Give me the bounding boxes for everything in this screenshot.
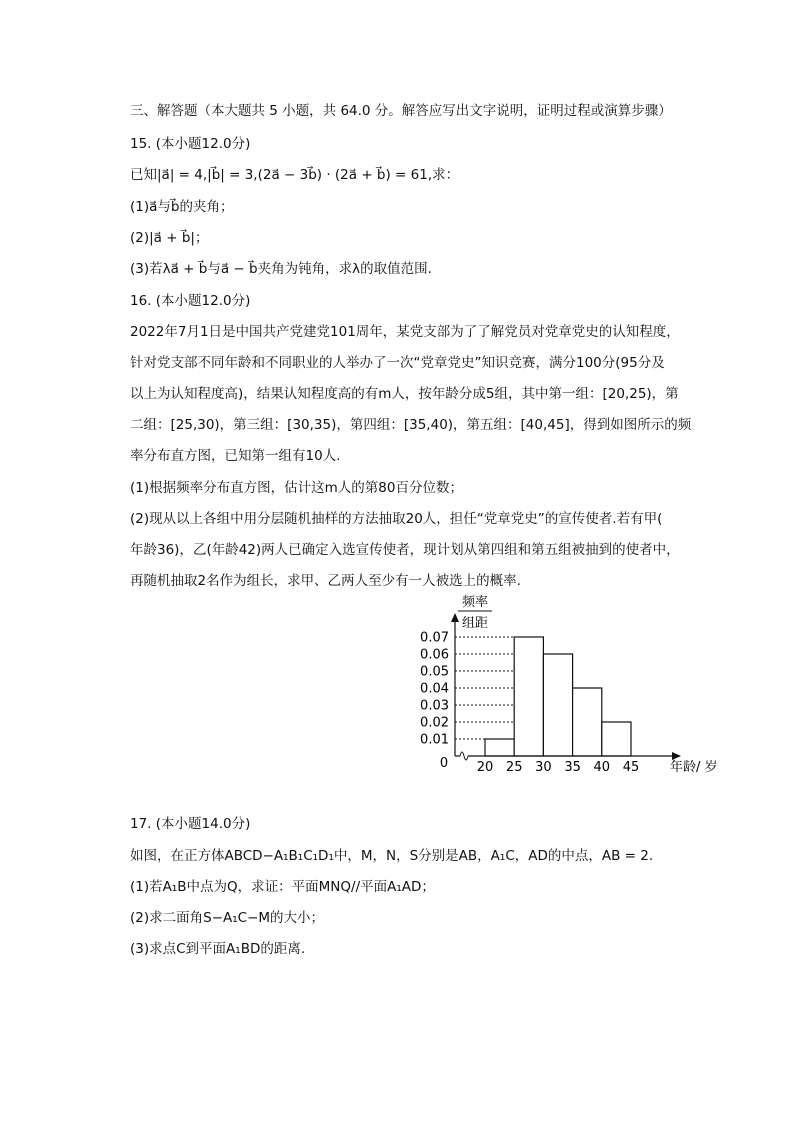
q17-part-1: (1)若A₁B中点为Q，求证：平面MNQ//平面A₁AD；	[130, 879, 435, 895]
ylabel-bottom: 组距	[461, 616, 489, 631]
q17-part-3: (3)求点C到平面A₁BD的距离.	[130, 941, 306, 957]
y-tick-label: 0.07	[420, 630, 449, 646]
y-tick-label: 0.04	[420, 681, 449, 697]
histogram-bar	[514, 637, 543, 756]
x-axis-arrow	[672, 752, 681, 760]
y-tick-label: 0.06	[420, 647, 449, 663]
q15-part-2: (2)|a⃗ + b⃗|；	[130, 230, 209, 246]
histogram-bar	[602, 722, 631, 756]
origin-label: 0	[439, 756, 449, 771]
q16-line-9: 再随机抽取2名作为组长，求甲、乙两人至少有一人被选上的概率.	[130, 573, 521, 589]
q15-title: 15. (本小题12.0分)	[130, 136, 251, 152]
xlabel: 年龄/ 岁	[670, 760, 718, 775]
histogram-bar	[543, 654, 572, 756]
q16-line-4: 二组：[25,30)，第三组：[30,35)，第四组：[35,40)，第五组：[40,45]，得到如图所示的频	[130, 417, 692, 433]
section-header: 三、解答题（本大题共 5 小题，共 64.0 分。解答应写出文字说明，证明过程或演算步骤）	[130, 103, 672, 119]
q16-line-8: 年龄36)，乙(年龄42)两人已确定入选宣传使者，现计划从第四组和第五组被抽到的使者中，	[130, 542, 680, 558]
q16-line-1: 2022年7月1日是中国共产党建党101周年，某党支部为了了解党员对党章党史的认知程度，	[130, 324, 680, 340]
axis-break	[460, 752, 468, 760]
q16-line-5: 率分布直方图，已知第一组有10人.	[130, 448, 341, 464]
x-tick-label: 35	[564, 760, 581, 775]
x-tick-label: 45	[622, 760, 640, 775]
y-tick-label: 0.03	[420, 698, 449, 714]
q16-line-2: 针对党支部不同年龄和不同职业的人举办了一次“党章党史”知识竞赛，满分100分(95分及	[130, 355, 665, 371]
q15-part-1: (1)a⃗与b⃗的夹角；	[130, 199, 234, 215]
q16-line-3: 以上为认知程度高)，结果认知程度高的有m人，按年龄分成5组，其中第一组：[20,25)，第	[130, 386, 679, 402]
y-tick-label: 0.01	[420, 732, 449, 748]
ylabel-top: 频率	[461, 595, 489, 610]
q17-part-2: (2)求二面角S−A₁C−M的大小；	[130, 910, 325, 926]
histogram-bar	[485, 739, 514, 756]
y-axis-arrow	[451, 613, 459, 622]
q15-stem: 已知|a⃗| = 4,|b⃗| = 3,(2a⃗ − 3b⃗) · (2a⃗ + b⃗) = 61,求：	[130, 167, 460, 183]
y-tick-label: 0.02	[420, 715, 449, 731]
y-tick-label: 0.05	[420, 664, 449, 680]
q16-line-7: (2)现从以上各组中用分层随机抽样的方法抽取20人，担任“党章党史”的宣传使者.若有甲(	[130, 511, 663, 527]
x-tick-label: 25	[505, 760, 523, 775]
x-tick-label: 30	[535, 760, 552, 775]
q16-line-6: (1)根据频率分布直方图，估计这m人的第80百分位数；	[130, 480, 463, 496]
x-tick-label: 20	[476, 760, 494, 775]
x-tick-label: 40	[593, 760, 611, 775]
q17-title: 17. (本小题14.0分)	[130, 816, 251, 832]
q15-part-3: (3)若λa⃗ + b⃗与a⃗ − b⃗夹角为钝角，求λ的取值范围.	[130, 261, 432, 277]
histogram-bar	[573, 688, 602, 756]
q16-title: 16. (本小题12.0分)	[130, 293, 251, 309]
q17-stem: 如图，在正方体ABCD−A₁B₁C₁D₁中，M，N，S分别是AB，A₁C，AD的中点，AB = 2.	[130, 848, 654, 864]
